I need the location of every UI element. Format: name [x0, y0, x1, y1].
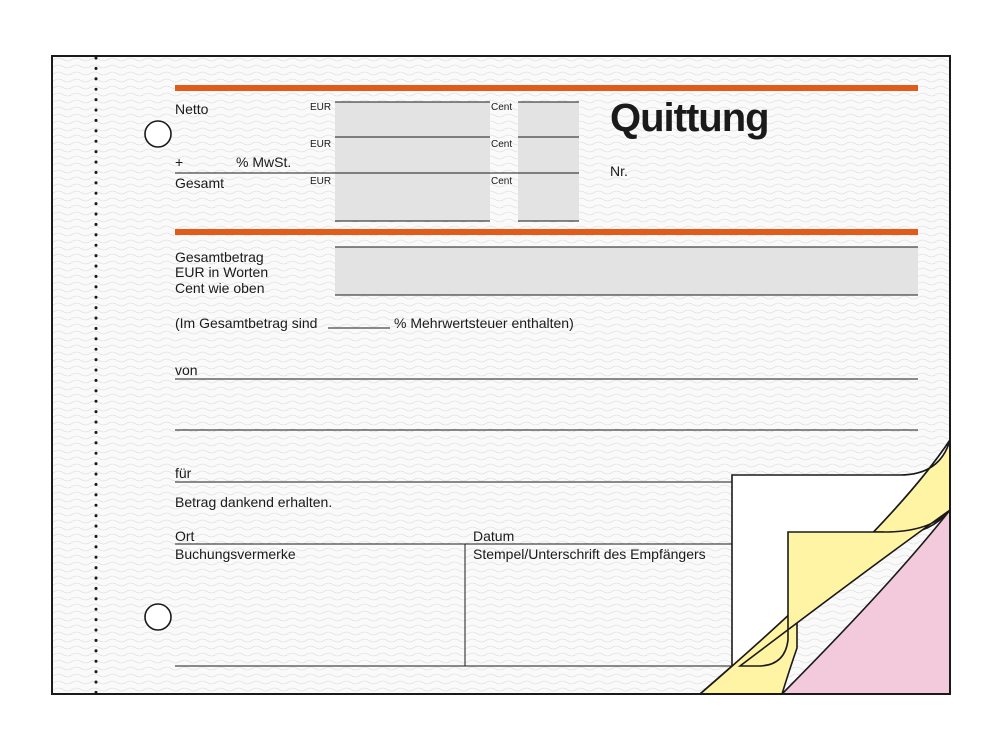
- total-label-line2: EUR in Worten: [175, 264, 269, 280]
- eur-label-mwst: EUR: [310, 139, 332, 150]
- datum-label: Datum: [473, 528, 515, 544]
- punch-hole-top: [145, 121, 171, 147]
- mwst-plus-label: +: [175, 154, 184, 170]
- cent-label-netto: Cent: [491, 102, 513, 113]
- gesamt-label: Gesamt: [175, 175, 225, 191]
- total-label-line1: Gesamtbetrag: [175, 249, 264, 265]
- booking-notes-label: Buchungsvermerke: [175, 546, 296, 562]
- netto-label: Netto: [175, 101, 209, 117]
- signature-label: Stempel/Unterschrift des Empfängers: [473, 546, 706, 562]
- von-label: von: [175, 362, 198, 378]
- form-title: Quittung: [610, 96, 769, 140]
- cent-label-gesamt: Cent: [491, 176, 513, 187]
- ort-label: Ort: [175, 528, 195, 544]
- mwst-label: % MwSt.: [236, 154, 292, 170]
- middle-accent-stripe: [175, 229, 918, 235]
- eur-label-gesamt: EUR: [310, 176, 332, 187]
- fuer-label: für: [175, 465, 192, 481]
- received-text: Betrag dankend erhalten.: [175, 494, 333, 510]
- euro-amount-field[interactable]: [335, 102, 490, 221]
- total-label-line3: Cent wie oben: [175, 280, 265, 296]
- vat-note-prefix: (Im Gesamtbetrag sind: [175, 315, 318, 331]
- eur-label-netto: EUR: [310, 102, 332, 113]
- receipt-number-label: Nr.: [610, 163, 628, 179]
- cent-amount-field[interactable]: [518, 102, 579, 221]
- total-in-words-field[interactable]: [335, 247, 918, 295]
- punch-hole-bottom: [145, 604, 171, 630]
- top-accent-stripe: [175, 85, 918, 91]
- vat-note-suffix: % Mehrwertsteuer enthalten): [394, 315, 574, 331]
- cent-label-mwst: Cent: [491, 139, 513, 150]
